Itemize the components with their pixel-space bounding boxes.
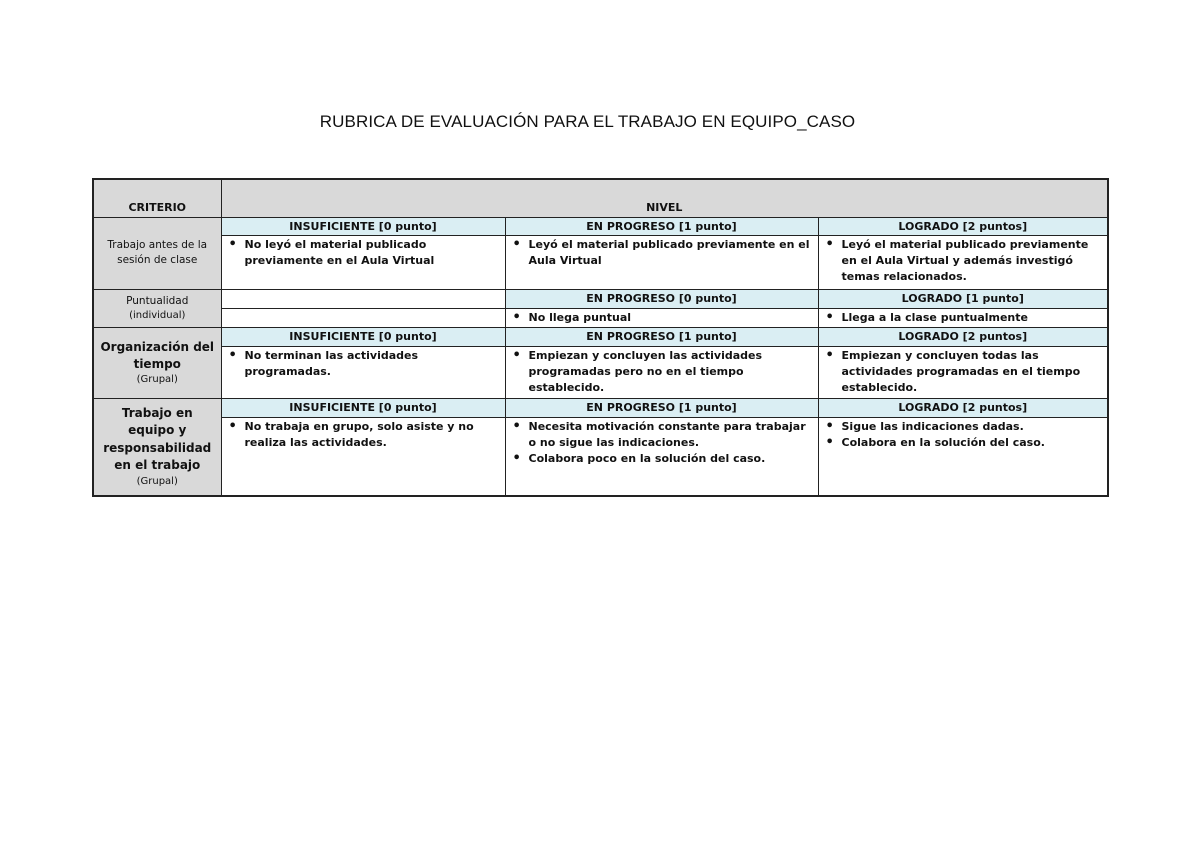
list-item: • Empiezan y concluyen todas las actividades programadas en el tiempo establecido.: [824, 348, 1103, 396]
list-item: • No leyó el material publicado previamente en el Aula Virtual: [227, 237, 500, 269]
list-item: • No trabaja en grupo, solo asiste y no realiza las actividades.: [227, 419, 500, 451]
header-nivel: NIVEL: [221, 179, 1108, 217]
criterio-trabajo-antes: [93, 217, 221, 290]
criterio-label: Puntualidad: [126, 295, 189, 308]
desc-cell: [818, 236, 1108, 290]
desc-row-2: [93, 309, 1108, 328]
desc-cell: [818, 309, 1108, 328]
level-row-3: [93, 328, 1108, 347]
level-en-progreso: EN PROGRESO [1 punto]: [505, 328, 818, 347]
rubric-table: [92, 178, 1109, 497]
list-item: • Empiezan y concluyen las actividades programadas pero no en el tiempo establecido.: [511, 348, 813, 396]
header-row: [93, 179, 1108, 217]
criterio-label: Trabajo en equipo y responsabilidad en el trabajo: [103, 405, 212, 473]
list-item: • Colabora en la solución del caso.: [824, 435, 1103, 451]
criterio-puntualidad: [93, 290, 221, 328]
list-item: • Sigue las indicaciones dadas.: [824, 419, 1103, 435]
level-empty: [221, 290, 505, 309]
desc-cell: [505, 418, 818, 496]
list-item: • Colabora poco en la solución del caso.: [511, 451, 813, 467]
desc-row-4: [93, 418, 1108, 496]
level-row-1: [93, 217, 1108, 236]
level-logrado: LOGRADO [2 puntos]: [818, 328, 1108, 347]
criterio-organizacion: [93, 328, 221, 399]
desc-cell: [221, 236, 505, 290]
criterio-label: Trabajo antes de la sesión de clase: [107, 239, 208, 267]
criterio-sub: (Grupal): [136, 374, 178, 386]
desc-cell: [221, 418, 505, 496]
list-item: • Leyó el material publicado previamente en el Aula Virtual: [511, 237, 813, 269]
level-row-4: [93, 399, 1108, 418]
header-criterio: CRITERIO: [93, 179, 221, 217]
list-item: • Leyó el material publicado previamente en el Aula Virtual y además investigó temas relacionados.: [824, 237, 1103, 285]
desc-cell: [221, 309, 505, 328]
desc-cell: [818, 418, 1108, 496]
list-item: • No llega puntual: [511, 310, 813, 326]
level-logrado: LOGRADO [2 puntos]: [818, 217, 1108, 236]
level-en-progreso: EN PROGRESO [1 punto]: [505, 399, 818, 418]
document-title: RUBRICA DE EVALUACIÓN PARA EL TRABAJO EN EQUIPO_CASO: [319, 112, 856, 131]
criterio-trabajo-equipo: [93, 399, 221, 496]
level-logrado: LOGRADO [1 punto]: [818, 290, 1108, 309]
level-insuficiente: INSUFICIENTE [0 punto]: [221, 217, 505, 236]
desc-row-1: [93, 236, 1108, 290]
level-logrado: LOGRADO [2 puntos]: [818, 399, 1108, 418]
desc-cell: [221, 347, 505, 399]
desc-cell: [505, 236, 818, 290]
criterio-label: Organización del tiempo: [100, 339, 215, 372]
level-en-progreso: EN PROGRESO [1 punto]: [505, 217, 818, 236]
level-insuficiente: INSUFICIENTE [0 punto]: [221, 399, 505, 418]
desc-row-3: [93, 347, 1108, 399]
list-item: • Llega a la clase puntualmente: [824, 310, 1103, 326]
level-insuficiente: INSUFICIENTE [0 punto]: [221, 328, 505, 347]
level-row-2: [93, 290, 1108, 309]
criterio-sub: (individual): [129, 310, 186, 322]
list-item: • No terminan las actividades programadas.: [227, 348, 500, 380]
desc-cell: [818, 347, 1108, 399]
list-item: • Necesita motivación constante para trabajar o no sigue las indicaciones.: [511, 419, 813, 451]
level-en-progreso: EN PROGRESO [0 punto]: [505, 290, 818, 309]
desc-cell: [505, 309, 818, 328]
desc-cell: [505, 347, 818, 399]
criterio-sub: (Grupal): [136, 475, 178, 487]
